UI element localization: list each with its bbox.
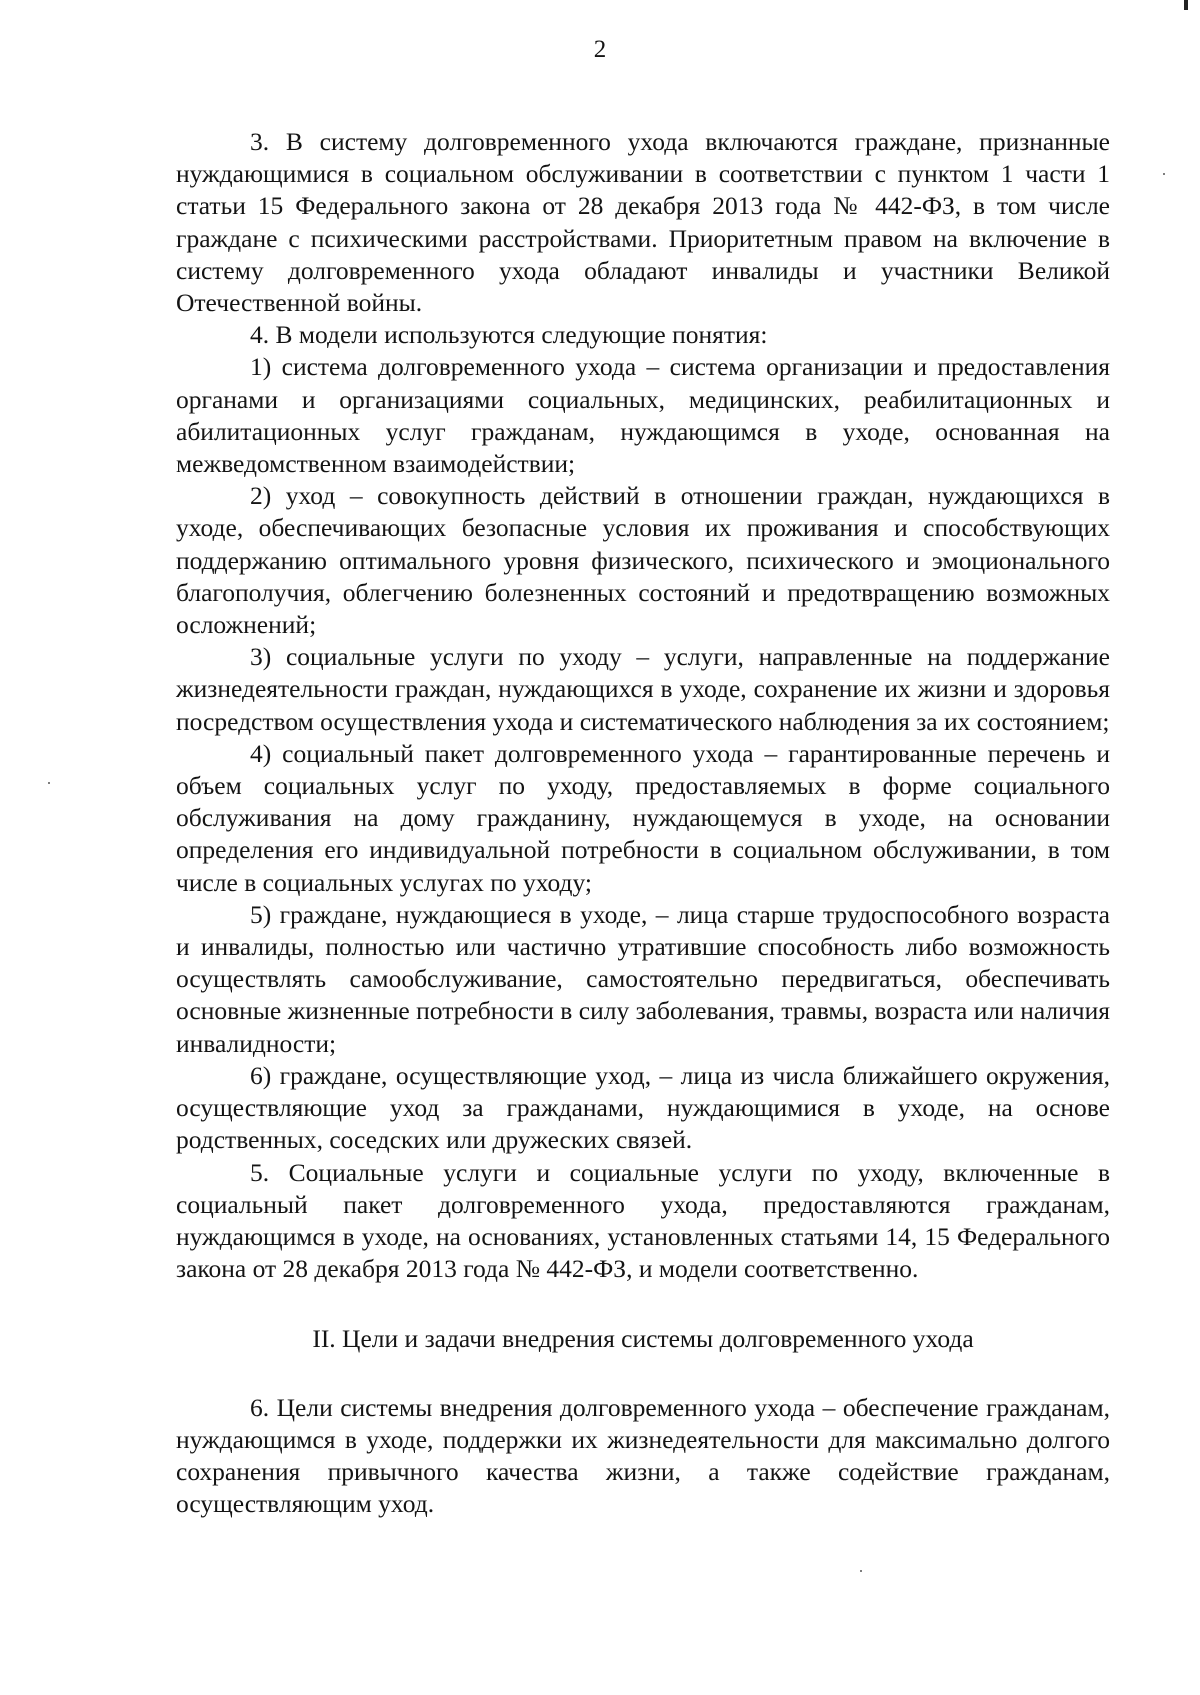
paragraph-item-6: 6. Цели системы внедрения долговременного ухода – обеспечение гражданам, нуждающимся в уходе, поддержки их жизнедеятельности для максимально долгого сохранения привычного качества жизни, а также содействие гражданам, осуществляющим уход. — [176, 1392, 1110, 1519]
page-number: 2 — [593, 36, 607, 63]
scan-speck — [860, 1570, 862, 1572]
scan-speck — [48, 782, 50, 784]
paragraph-item-5: 5. Социальные услуги и социальные услуги по уходу, включенные в социальный пакет долговременного ухода, предоставляются гражданам, нуждающимся в уходе, на основаниях, установленных статьями 14, 15 Федерального закона от 28 декабря 2013 года № 442-ФЗ, и модели соответственно. — [176, 1157, 1110, 1284]
definition-1: 1) система долговременного ухода – система организации и предоставления органами и организациями социальных, медицинских, реабилитационных и абилитационных услуг гражданам, нуждающимся в уходе, основанная на межведомственном взаимодействии; — [176, 352, 1110, 479]
definition-4: 4) социальный пакет долговременного ухода – гарантированные перечень и объем социальных услуг по уходу, предоставляемых в форме социального обслуживания на дому гражданину, нуждающемуся в уходе, на основании определения его индивидуальной потребности в социальном обслуживании, в том числе в социальных услугах по уходу; — [176, 738, 1110, 897]
definition-3: 3) социальные услуги по уходу – услуги, направленные на поддержание жизнедеятельности граждан, нуждающихся в уходе, сохранение их жизни и здоровья посредством осуществления ухода и систематического наблюдения за их состоянием; — [176, 642, 1110, 736]
scan-speck — [1163, 173, 1165, 175]
document-body — [176, 126, 1110, 1520]
paragraph-item-3: 3. В систему долговременного ухода включаются граждане, признанные нуждающимися в социальном обслуживании в соответствии с пунктом 1 части 1 статьи 15 Федерального закона от 28 декабря 2013 года № 442-ФЗ, в том числе граждане с психическими расстройствами. Приоритетным правом на включение в систему долговременного ухода обладают инвалиды и участники Великой Отечественной войны. — [176, 127, 1110, 318]
definition-2: 2) уход – совокупность действий в отношении граждан, нуждающихся в уходе, обеспечивающих безопасные условия их проживания и способствующих поддержанию оптимального уровня физического, психического и эмоционального благополучия, облегчению болезненных состояний и предотвращению возможных осложнений; — [176, 481, 1110, 640]
scan-edge-mark — [1184, 0, 1188, 10]
definition-5: 5) граждане, нуждающиеся в уходе, – лица старше трудоспособного возраста и инвалиды, полностью или частично утратившие способность либо возможность осуществлять самообслуживание, самостоятельно передвигаться, обеспечивать основные жизненные потребности в силу заболевания, травмы, возраста или наличия инвалидности; — [176, 899, 1110, 1058]
section-heading: II. Цели и задачи внедрения системы долговременного ухода — [312, 1324, 974, 1354]
definition-6: 6) граждане, осуществляющие уход, – лица из числа ближайшего окружения, осуществляющие уход за гражданами, нуждающимися в уходе, на основе родственных, соседских или дружеских связей. — [176, 1060, 1110, 1155]
paragraph-item-4: 4. В модели используются следующие понятия: — [250, 320, 768, 350]
